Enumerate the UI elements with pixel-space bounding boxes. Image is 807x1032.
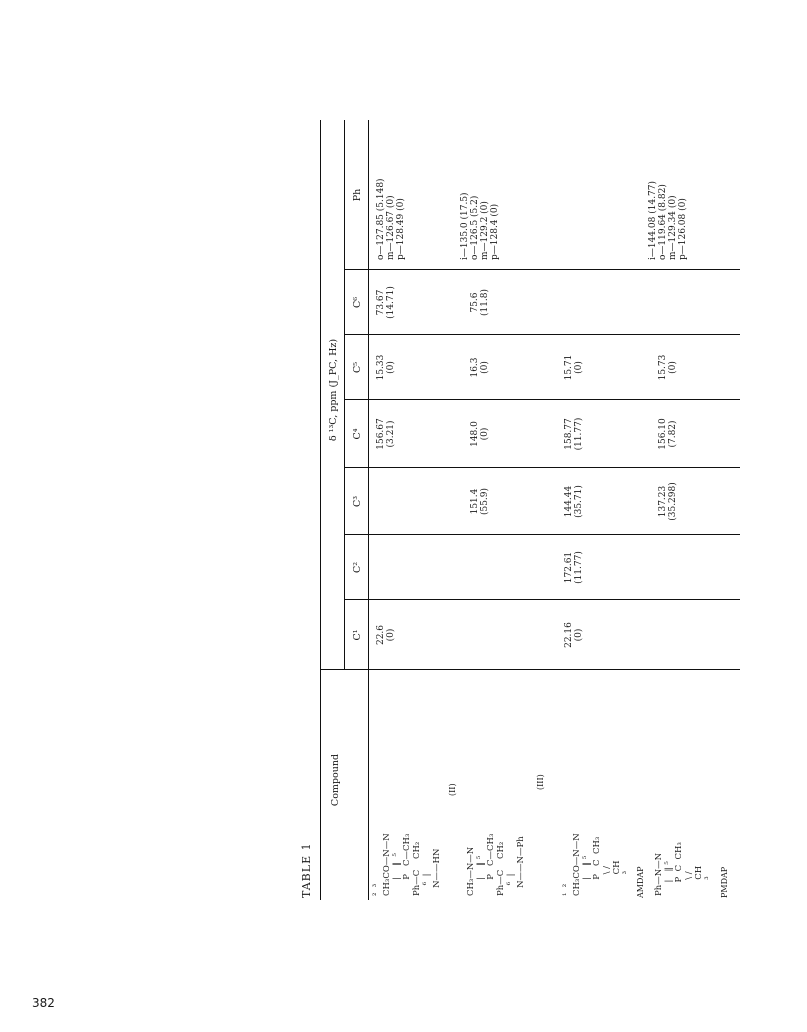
structure-AMDAP: ¹ ² CH₃CO—N—N | ‖ ⁵ P C CH₃ \ / CH ³ <box>562 833 632 896</box>
col-header-c1: C¹ <box>352 629 363 641</box>
rotated-table <box>300 120 740 900</box>
row-II-c1: 22.6 (0) <box>376 624 396 646</box>
compound-col-separator <box>320 669 740 670</box>
page-number: 382 <box>32 996 55 1010</box>
table-top-rule <box>320 120 321 900</box>
col-separator-6 <box>344 269 740 270</box>
row-III-c3: 151.4 (55.9) <box>470 487 490 516</box>
col-header-c6: C⁶ <box>352 296 363 309</box>
structure-II: ² ³ CH₃CO—N—N | ‖ ⁵ P C—CH₃ Ph—C CH₂ ⁶ | N——HN <box>372 833 442 896</box>
table-caption: TABLE 1 <box>300 842 313 898</box>
row-III-c4: 148.0 (0) <box>470 421 490 447</box>
compound-header: Compound <box>330 753 341 807</box>
col-header-c2: C² <box>352 561 363 574</box>
col-separator-1 <box>344 599 740 600</box>
col-separator-2 <box>344 534 740 535</box>
structure-III: CH₃—N—N | ‖ ⁵ P C—CH₃ Ph—C CH₂ ⁶ | N——N—Ph <box>466 833 526 896</box>
shift-header: δ ¹³C, ppm (J_PC, Hz) <box>328 338 339 442</box>
structure-PMDAP: Ph—N—N | ‖ ⁵ P C CH₃ \ / CH ³ <box>654 842 714 896</box>
row-III-c6: 75.6 (11.8) <box>470 288 490 317</box>
row-PMDAP-c4: 156.10 (7.82) <box>658 418 678 450</box>
col-header-ph: Ph <box>352 188 363 202</box>
column-header-rule <box>368 120 369 900</box>
compound-label-II: (II) <box>448 783 457 796</box>
col-header-c4: C⁴ <box>352 428 363 440</box>
shift-header-rule <box>344 120 345 670</box>
row-II-c6: 73.67 (14.71) <box>376 286 396 319</box>
row-III-c5: 16.3 (0) <box>470 357 490 378</box>
compound-name-AMDAP: AMDAP <box>636 866 645 898</box>
col-header-c3: C³ <box>352 495 363 508</box>
row-AMDAP-c1: 22.16 (0) <box>564 622 584 648</box>
row-PMDAP-c3: 137.23 (35.298) <box>658 482 678 521</box>
col-header-c5: C⁵ <box>352 361 363 374</box>
row-AMDAP-c4: 158.77 (11.77) <box>564 417 584 451</box>
row-AMDAP-c2: 172.61 (11.77) <box>564 551 584 584</box>
col-separator-5 <box>344 334 740 335</box>
row-II-c5: 15.33 (0) <box>376 354 396 381</box>
row-III-ph: i—135.0 (17.5) o—126.5 (5.2) m—129.2 (0) p—128.4 (0) <box>460 192 500 260</box>
row-AMDAP-c5: 15.71 (0) <box>564 354 584 381</box>
row-PMDAP-ph: i—144.08 (14.77) o—119.64 (8.82) m—129.34 (0) p—126.08 (0) <box>648 180 688 260</box>
row-II-c4: 156.67 (3.21) <box>376 418 396 450</box>
compound-name-PMDAP: PMDAP <box>720 866 729 898</box>
row-PMDAP-c5: 15.73 (0) <box>658 354 678 381</box>
col-separator-3 <box>344 467 740 468</box>
row-II-ph: o—127.85 (5.148) m—126.67 (0) p—128.49 (0) <box>376 178 406 260</box>
col-separator-4 <box>344 399 740 400</box>
compound-label-III: (III) <box>536 774 545 790</box>
row-AMDAP-c3: 144.44 (35.71) <box>564 485 584 518</box>
